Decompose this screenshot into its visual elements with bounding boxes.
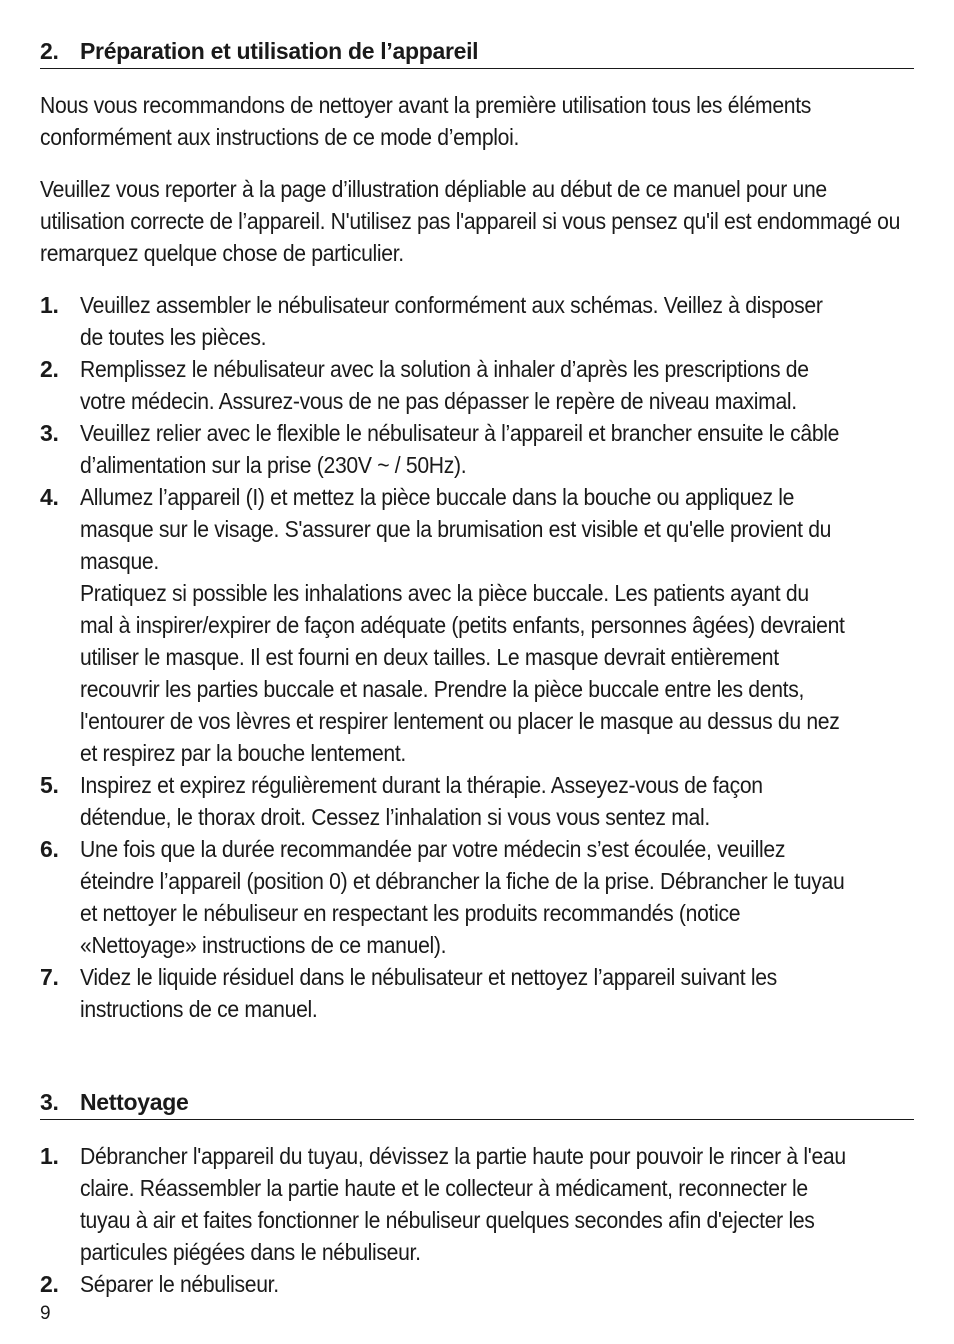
section-3-heading	[40, 1087, 914, 1120]
list-item	[40, 769, 914, 833]
list-item	[40, 961, 914, 1025]
step-number: 1.	[40, 1143, 59, 1169]
section-2-heading	[40, 36, 914, 69]
section-2-title: Préparation et utilisation de l’appareil	[80, 38, 479, 64]
intro-paragraph-1: Nous vous recommandons de nettoyer avant la première utilisation tous les éléments conformément aux instructions de ce mode d’emploi.	[40, 92, 812, 150]
step-number: 2.	[40, 1271, 59, 1297]
list-item	[40, 833, 914, 961]
step-text: Inspirez et expirez régulièrement durant la thérapie. Asseyez-vous de façon détendue, le thorax droit. Cessez l’inhalation si vous vous sentez mal.	[80, 772, 763, 830]
intro-paragraph-2: Veuillez vous reporter à la page d’illustration dépliable au début de ce manuel pour une utilisation correcte de l’appareil. N'utilisez pas l'appareil si vous pensez qu'il est endommagé ou remarquez quelque chose de particulier.	[40, 176, 901, 266]
step-text: Videz le liquide résiduel dans le nébulisateur et nettoyez l’appareil suivant les instructions de ce manuel.	[80, 964, 777, 1022]
list-item	[40, 1140, 914, 1268]
list-item	[40, 1268, 914, 1300]
section-2-number: 2.	[40, 38, 59, 64]
manual-page	[40, 36, 914, 1300]
list-item	[40, 289, 914, 353]
section-3-number: 3.	[40, 1089, 59, 1115]
section-3-steps	[40, 1140, 914, 1300]
list-item	[40, 417, 914, 481]
step-text: Veuillez assembler le nébulisateur conformément aux schémas. Veillez à disposer de toutes les pièces.	[80, 292, 823, 350]
list-item	[40, 481, 914, 769]
step-number: 6.	[40, 836, 59, 862]
section-2-steps	[40, 289, 914, 1025]
step-text: Débrancher l'appareil du tuyau, dévissez la partie haute pour pouvoir le rincer à l'eau claire. Réassembler la partie haute et le collecteur à médicament, reconnecter le tuyau à air et faites fonctionner le nébuliseur quelques secondes afin d'ejecter les particules piégées dans le nébuliseur.	[80, 1143, 846, 1265]
step-number: 1.	[40, 292, 59, 318]
page-number: 9	[40, 1303, 51, 1324]
section-3-title: Nettoyage	[80, 1089, 189, 1115]
step-text: Allumez l’appareil (I) et mettez la pièce buccale dans la bouche ou appliquez le masque sur le visage. S'assurer que la brumisation est visible et qu'elle provient du masque.	[80, 484, 832, 574]
step-number: 7.	[40, 964, 59, 990]
step-text: Remplissez le nébulisateur avec la solution à inhaler d’après les prescriptions de votre médecin. Assurez-vous de ne pas dépasser le repère de niveau maximal.	[80, 356, 809, 414]
step-text: Séparer le nébuliseur.	[80, 1271, 279, 1297]
step-number: 2.	[40, 356, 59, 382]
step-text: Veuillez relier avec le flexible le nébulisateur à l’appareil et brancher ensuite le câble d’alimentation sur la prise (230V ~ / 50Hz).	[80, 420, 840, 478]
step-number: 3.	[40, 420, 59, 446]
step-number: 4.	[40, 484, 59, 510]
list-item	[40, 353, 914, 417]
step-text-continued: Pratiquez si possible les inhalations avec la pièce buccale. Les patients ayant du mal à inspirer/expirer de façon adéquate (petits enfants, personnes âgées) devraient utiliser le masque. Il est fourni en deux tailles. Le masque devrait entièrement recouvrir les parties buccale et nasale. Prendre la pièce buccale entre les dents, l'entourer de vos lèvres et respirer lentement ou placer le masque au dessus du nez et respirez par la bouche lentement.	[80, 580, 845, 766]
step-text: Une fois que la durée recommandée par votre médecin s’est écoulée, veuillez éteindre l’appareil (position 0) et débrancher la fiche de la prise. Débrancher le tuyau et nettoyer le nébuliseur en respectant les produits recommandés (notice «Nettoyage» instructions de ce manuel).	[80, 836, 845, 958]
step-number: 5.	[40, 772, 59, 798]
